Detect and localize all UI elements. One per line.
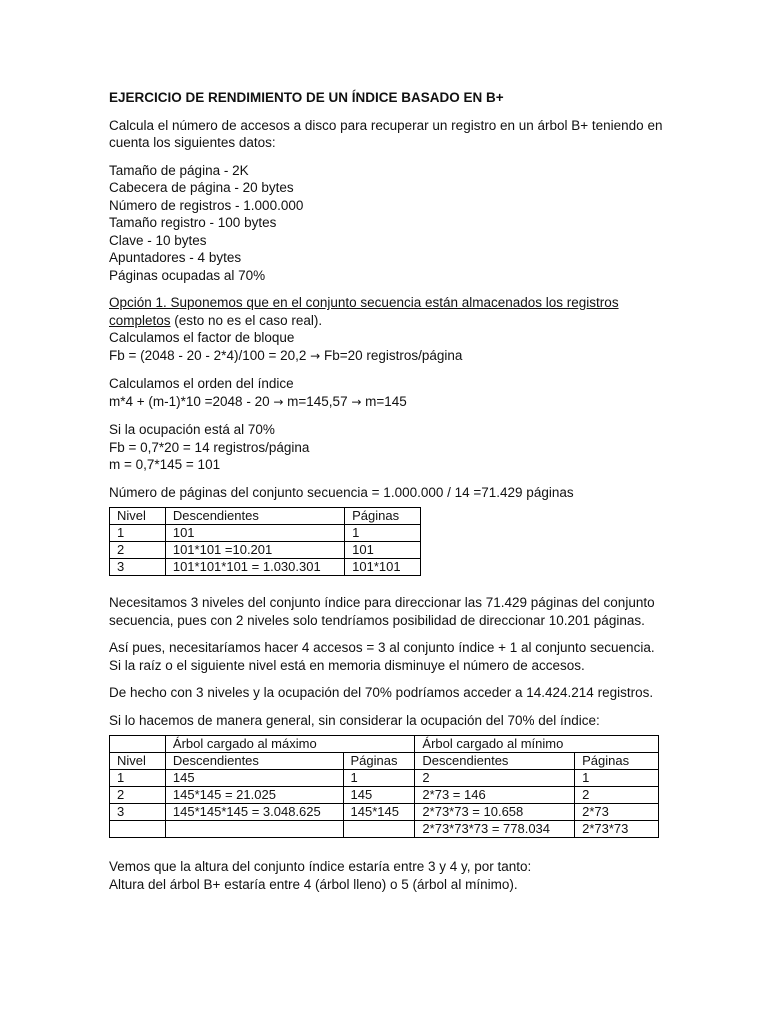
order-result: m=145 bbox=[361, 393, 407, 409]
table-cell: 2 bbox=[110, 787, 166, 804]
table-cell: 145*145 = 21.025 bbox=[165, 787, 343, 804]
table-cell: 101*101 bbox=[345, 559, 421, 576]
data-line: Páginas ocupadas al 70% bbox=[109, 267, 266, 283]
paragraph: De hecho con 3 niveles y la ocupación del 70% podríamos acceder a 14.424.214 registros. bbox=[109, 685, 654, 700]
fb-occupancy: Fb = 0,7*20 = 14 registros/página bbox=[109, 439, 310, 455]
right-arrow-icon: → bbox=[273, 394, 284, 409]
paragraph: Así pues, necesitaríamos hacer 4 accesos = 3 al conjunto índice + 1 al conjunto secuencia. Si la raíz o el siguiente nivel está en memoria disminuye el número de accesos. bbox=[109, 640, 655, 673]
conclusion-line: Vemos que la altura del conjunto índice estaría entre 3 y 4 y, por tanto: bbox=[109, 859, 532, 874]
table-cell: 145 bbox=[165, 770, 343, 787]
data-list bbox=[109, 162, 669, 285]
table-cell: 2 bbox=[110, 542, 166, 559]
table-cell: 1 bbox=[110, 770, 166, 787]
intro-paragraph: Calcula el número de accesos a disco para recuperar un registro en un árbol B+ teniendo en cuenta los siguientes datos: bbox=[109, 117, 663, 150]
document-body bbox=[109, 89, 669, 893]
table-header-row bbox=[110, 753, 659, 770]
paragraph: Si lo hacemos de manera general, sin considerar la ocupación del 70% del índice: bbox=[109, 712, 600, 728]
table-cell: 1 bbox=[343, 770, 415, 787]
table-cell: 101 bbox=[345, 542, 421, 559]
table-cell bbox=[110, 736, 166, 753]
group-header-min: Árbol cargado al mínimo bbox=[415, 736, 659, 753]
table-cell: 3 bbox=[110, 804, 166, 821]
data-line: Tamaño registro - 100 bytes bbox=[109, 215, 277, 230]
levels-table bbox=[109, 507, 421, 576]
table-header-row bbox=[110, 508, 421, 525]
conclusion-line: Altura del árbol B+ estaría entre 4 (árbol lleno) o 5 (árbol al mínimo). bbox=[109, 876, 518, 892]
right-arrow-icon: → bbox=[310, 348, 321, 363]
data-line: Cabecera de página - 20 bytes bbox=[109, 180, 294, 195]
table-header-cell: Páginas bbox=[345, 508, 421, 525]
table-header-cell: Nivel bbox=[110, 753, 166, 770]
table-cell: 3 bbox=[110, 559, 166, 576]
order-mid: m=145,57 bbox=[283, 393, 352, 409]
fb-result: Fb=20 registros/página bbox=[320, 347, 463, 363]
table-group-row bbox=[110, 736, 659, 753]
table-header-cell: Nivel bbox=[110, 508, 166, 525]
table-row bbox=[110, 821, 659, 838]
table-row bbox=[110, 804, 659, 821]
table-row bbox=[110, 770, 659, 787]
table-header-cell: Descendientes bbox=[165, 508, 344, 525]
general-table bbox=[109, 735, 659, 838]
table-cell: 2*73*73 = 10.658 bbox=[415, 804, 575, 821]
fb-formula-line bbox=[109, 347, 669, 366]
table-header-cell: Descendientes bbox=[415, 753, 575, 770]
table-row bbox=[110, 525, 421, 542]
table-cell: 101 bbox=[165, 525, 344, 542]
order-formula: m*4 + (m-1)*10 =2048 - 20 bbox=[109, 393, 274, 409]
table-cell: 101*101 =10.201 bbox=[165, 542, 344, 559]
data-line: Apuntadores - 4 bytes bbox=[109, 250, 242, 265]
option1-block bbox=[109, 294, 669, 329]
table-cell: 2*73 bbox=[575, 804, 659, 821]
paragraph: Necesitamos 3 niveles del conjunto índice para direccionar las 71.429 páginas del conjunto secuencia, pues con 2 niveles solo tendríamos posibilidad de direccionar 10.201 páginas. bbox=[109, 595, 655, 628]
table-header-cell: Páginas bbox=[575, 753, 659, 770]
table-cell: 1 bbox=[575, 770, 659, 787]
pages-line: Número de páginas del conjunto secuencia = 1.000.000 / 14 =71.429 páginas bbox=[109, 484, 574, 500]
table-cell bbox=[165, 821, 343, 838]
data-line: Número de registros - 1.000.000 bbox=[109, 197, 304, 213]
calc-factor-label: Calculamos el factor de bloque bbox=[109, 330, 295, 345]
data-line: Clave - 10 bytes bbox=[109, 232, 207, 248]
group-header-max: Árbol cargado al máximo bbox=[165, 736, 415, 753]
order-formula-line bbox=[109, 393, 669, 412]
table-cell: 1 bbox=[345, 525, 421, 542]
option1-heading: Opción 1. Suponemos que en el conjunto secuencia están almacenados los registros completos bbox=[109, 295, 619, 328]
m-occupancy: m = 0,7*145 = 101 bbox=[109, 457, 221, 472]
fb-formula: Fb = (2048 - 20 - 2*4)/100 = 20,2 bbox=[109, 347, 311, 363]
table-cell: 2*73*73 bbox=[575, 821, 659, 838]
table-cell: 2*73 = 146 bbox=[415, 787, 575, 804]
table-cell bbox=[110, 821, 166, 838]
table-row bbox=[110, 787, 659, 804]
document-title: EJERCICIO DE RENDIMIENTO DE UN ÍNDICE BASADO EN B+ bbox=[109, 90, 504, 105]
table-cell: 101*101*101 = 1.030.301 bbox=[165, 559, 344, 576]
table-cell: 2*73*73*73 = 778.034 bbox=[415, 821, 575, 838]
data-line: Tamaño de página - 2K bbox=[109, 162, 249, 178]
table-cell: 145*145 bbox=[343, 804, 415, 821]
occupancy-label: Si la ocupación está al 70% bbox=[109, 422, 275, 437]
right-arrow-icon: → bbox=[351, 394, 362, 409]
calc-order-label: Calculamos el orden del índice bbox=[109, 376, 294, 391]
table-cell bbox=[343, 821, 415, 838]
table-cell: 145 bbox=[343, 787, 415, 804]
table-cell: 2 bbox=[575, 787, 659, 804]
table-header-cell: Descendientes bbox=[165, 753, 343, 770]
table-cell: 145*145*145 = 3.048.625 bbox=[165, 804, 343, 821]
table-row bbox=[110, 559, 421, 576]
table-cell: 1 bbox=[110, 525, 166, 542]
option1-note: (esto no es el caso real). bbox=[170, 312, 323, 328]
table-cell: 2 bbox=[415, 770, 575, 787]
table-row bbox=[110, 542, 421, 559]
table-header-cell: Páginas bbox=[343, 753, 415, 770]
